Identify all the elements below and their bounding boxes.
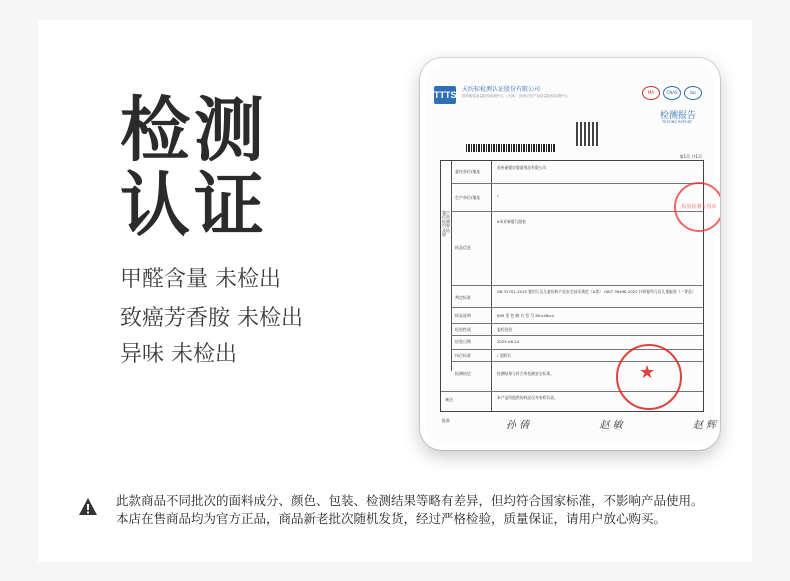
notice-text	[116, 492, 704, 528]
org-name: 天纺标检测认证股份有限公司	[462, 86, 541, 93]
row-value: 委托检验	[497, 327, 513, 332]
red-seal-stamp: 检验检测专用章	[674, 182, 720, 232]
headline-line1: 检测	[120, 89, 268, 171]
row-label: 检测结论	[455, 371, 471, 376]
signatures	[506, 416, 716, 431]
row-value: / 见附页	[497, 353, 511, 358]
claim-aromatic-amine: 致癌芳香胺 未检出	[120, 306, 303, 331]
cnas-mark: CNAS	[663, 86, 681, 100]
row-line	[451, 285, 703, 286]
org-sub: 国家服装质量检验检测中心（天津） 国家针纺产品质量检验检测中心	[462, 94, 569, 98]
row-label: 执行标准	[455, 353, 471, 358]
notice-line-2: 本店在售商品均为官方正品，商品新老批次随机发货，经过严格检验，质量保证，请用户放心购买。	[116, 511, 667, 526]
row-label: 委托单位/地址	[455, 169, 481, 174]
table-divider	[491, 161, 492, 411]
row-label: 生产单位/地址	[455, 195, 481, 200]
official-red-seal	[616, 344, 682, 410]
row-value: /	[497, 193, 499, 198]
row-line	[451, 183, 703, 184]
row-value: 检测结果与符合所检测安全标准。	[497, 371, 554, 376]
row-value: 6米亚麻婴儿服套	[497, 219, 526, 224]
sign-label: 批准	[442, 418, 450, 423]
page-number: 第1页 共1页	[679, 154, 702, 159]
row-label: 样品信息	[455, 245, 471, 250]
notice-line-1: 此款商品不同批次的面料成分、颜色、包装、检测结果等略有差异，但均符合国家标准，不影响产品使用。	[116, 493, 704, 508]
test-report-image	[420, 58, 720, 450]
row-value: GB 31701-2015 婴幼儿及儿童纺织产品安全技术规范（A类） GB/T 39498-2020 针织婴幼儿及儿童服装（一等品）	[497, 289, 696, 294]
report-sheet	[426, 64, 717, 444]
row-label: 检验日期	[455, 339, 471, 344]
row-label: 备注	[445, 397, 453, 402]
qr-code	[576, 122, 600, 146]
signature-2: 赵 敏	[599, 420, 623, 431]
barcode	[466, 144, 556, 152]
row-value: 2025-06-24	[497, 339, 520, 344]
cma-mark: MA	[642, 86, 660, 100]
row-value: 苏州丽婴房婴童用品有限公司	[497, 165, 547, 170]
signature-3: 赵 辉	[692, 420, 716, 431]
row-label: 检验性质	[455, 327, 471, 332]
row-line	[451, 323, 703, 324]
row-line	[451, 211, 703, 212]
report-subtitle: TESTING REPORT	[661, 120, 692, 124]
cert-marks	[642, 86, 702, 100]
notice	[78, 492, 704, 528]
row-value: B/M 见 色 制 衣 型 号 80×48cm	[497, 313, 555, 318]
row-line	[451, 335, 703, 336]
signature-1: 孙 倩	[506, 420, 530, 431]
headline-line2: 认证	[120, 164, 268, 246]
table-divider	[451, 161, 452, 371]
row-line	[451, 307, 703, 308]
vertical-section-label: 客户信息 检测内容及结果	[442, 210, 450, 237]
claim-formaldehyde: 甲醛含量 未检出	[120, 267, 281, 292]
tts-logo: TTTS	[434, 86, 456, 104]
row-value: 本产品所提供的样品仅对来样负责。	[497, 395, 558, 400]
report-title: 检测报告	[659, 111, 696, 121]
ilac-mark: ilac	[684, 86, 702, 100]
claim-odor: 异味 未检出	[120, 342, 237, 367]
warning-triangle-icon	[78, 497, 98, 517]
row-label: 判定标准	[455, 295, 471, 300]
row-label: 样品说明	[455, 313, 471, 318]
